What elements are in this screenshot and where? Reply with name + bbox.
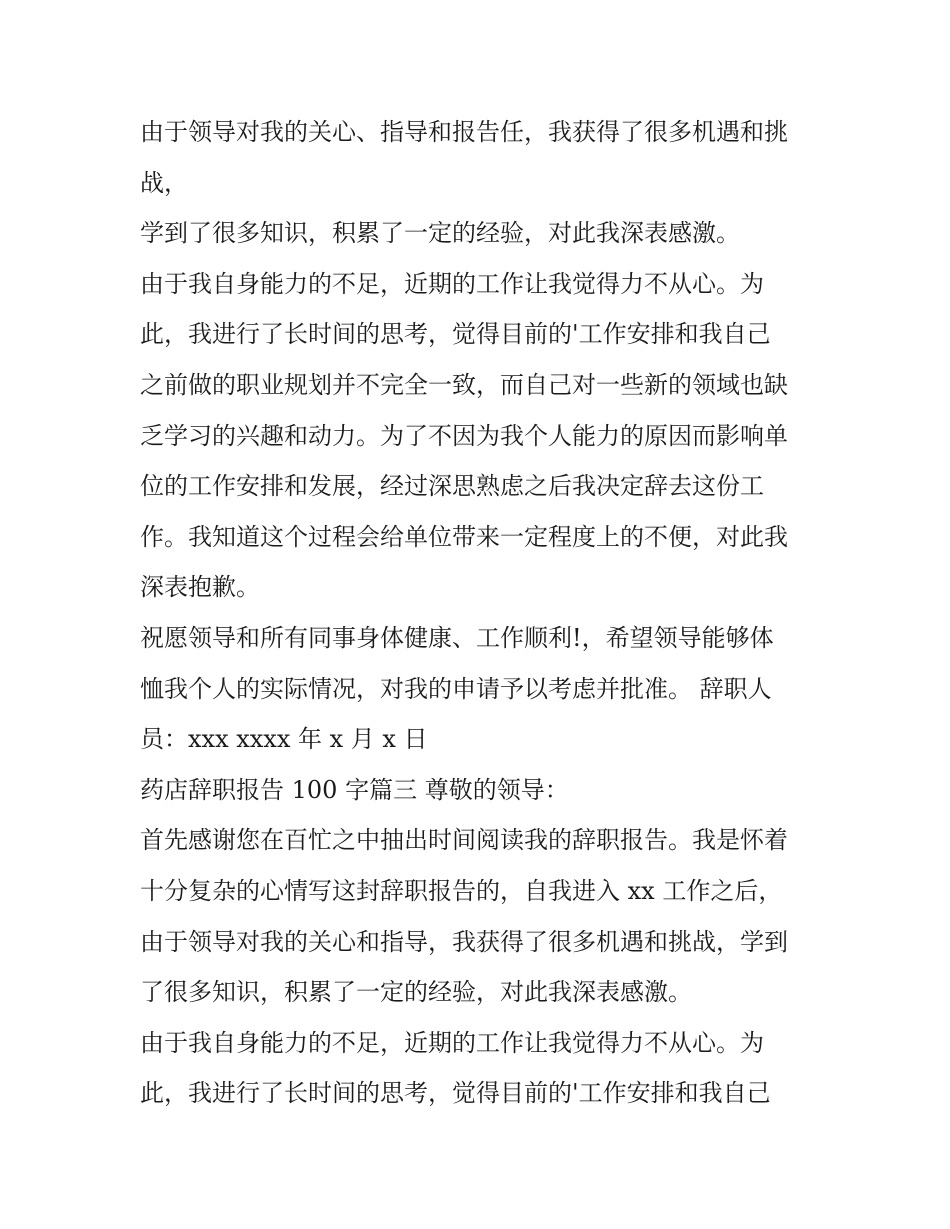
- text-line: 由于我自身能力的不足，近期的工作让我觉得力不从心。为: [140, 1028, 764, 1057]
- text-line: 战，: [140, 168, 188, 197]
- text-line: 十分复杂的心情写这封辞职报告的，自我进入 xx 工作之后，: [140, 876, 783, 905]
- text-line: 位的工作安排和发展，经过深思熟虑之后我决定辞去这份工: [140, 472, 764, 501]
- text-line: 此，我进行了长时间的思考，觉得目前的'工作安排和我自己: [140, 320, 771, 349]
- text-line: 作。我知道这个过程会给单位带来一定程度上的不便，对此我: [140, 522, 788, 551]
- text-line: 恤我个人的实际情况，对我的申请予以考虑并批准。 辞职人: [140, 674, 772, 703]
- text-line: 深表抱歉。: [140, 573, 260, 602]
- text-line: 此，我进行了长时间的思考，觉得目前的'工作安排和我自己: [140, 1079, 771, 1108]
- text-line: 之前做的职业规划并不完全一致，而自己对一些新的领域也缺: [140, 370, 788, 399]
- text-line: 由于我自身能力的不足，近期的工作让我觉得力不从心。为: [140, 269, 764, 298]
- section-heading: 药店辞职报告 100 字篇三 尊敬的领导：: [140, 775, 569, 804]
- text-line: 乏学习的兴趣和动力。为了不因为我个人能力的原因而影响单: [140, 421, 788, 450]
- text-line: 了很多知识，积累了一定的经验，对此我深表感激。: [140, 978, 692, 1007]
- text-line: 由于领导对我的关心和指导，我获得了很多机遇和挑战，学到: [140, 927, 788, 956]
- text-line: 由于领导对我的关心、指导和报告任，我获得了很多机遇和挑: [140, 118, 788, 146]
- text-line: 学到了很多知识，积累了一定的经验，对此我深表感激。: [140, 219, 740, 248]
- text-line: 祝愿领导和所有同事身体健康、工作顺利!，希望领导能够体: [140, 623, 774, 652]
- document-body: [140, 107, 820, 1119]
- signature-line: 员：xxx xxxx 年 x 月 x 日: [140, 725, 428, 754]
- text-line: 首先感谢您在百忙之中抽出时间阅读我的辞职报告。我是怀着: [140, 826, 788, 855]
